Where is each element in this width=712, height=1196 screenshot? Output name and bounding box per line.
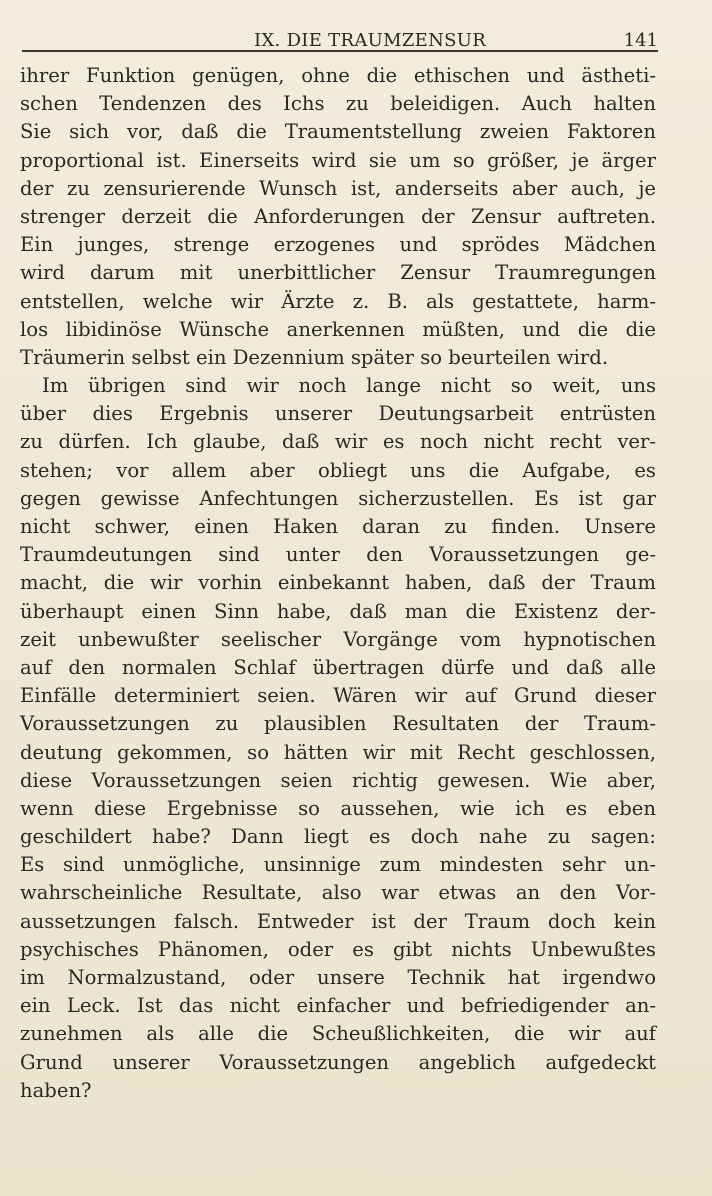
text-line: proportional ist. Einerseits wird sie um so größer, je ärger (20, 148, 656, 172)
text-line: diese Voraussetzungen seien richtig gewesen. Wie aber, (20, 768, 656, 792)
text-line: zu dürfen. Ich glaube, daß wir es noch nicht recht ver- (20, 430, 656, 454)
text-line: zunehmen als alle die Scheußlichkeiten, die wir auf (20, 1022, 656, 1046)
text-line: entstellen, welche wir Ärzte z. B. als gestattete, harm- (20, 289, 656, 313)
header-rule (22, 50, 658, 52)
text-line: macht, die wir vorhin einbekannt haben, daß der Traum (20, 571, 656, 595)
running-head: IX. DIE TRAUMZENSUR (254, 30, 487, 51)
text-line: der zu zensurierende Wunsch ist, anderseits aber auch, je (20, 176, 656, 200)
text-line: wenn diese Ergebnisse so aussehen, wie ich es eben (20, 796, 656, 820)
text-line: ein Leck. Ist das nicht einfacher und befriedigender an- (20, 994, 656, 1018)
text-line: Traumdeutungen sind unter den Voraussetzungen ge- (20, 543, 656, 567)
text-line: Voraussetzungen zu plausiblen Resultaten der Traum- (20, 712, 656, 736)
text-line: Es sind unmögliche, unsinnige zum mindesten sehr un- (20, 853, 656, 877)
text-line: psychisches Phänomen, oder es gibt nichts Unbewußtes (20, 937, 656, 961)
text-line: deutung gekommen, so hätten wir mit Recht geschlossen, (20, 740, 656, 764)
text-line: überhaupt einen Sinn habe, daß man die Existenz der- (20, 599, 656, 623)
text-line: Träumerin selbst ein Dezennium später so beurteilen wird. (20, 345, 609, 369)
text-line: ihrer Funktion genügen, ohne die ethischen und ästheti- (20, 64, 656, 87)
text-line: zeit unbewußter seelischer Vorgänge vom hypnotischen (20, 627, 656, 651)
text-line: schen Tendenzen des Ichs zu beleidigen. Auch halten (20, 92, 656, 116)
text-line: wahrscheinliche Resultate, also war etwas an den Vor- (20, 881, 656, 905)
page-header (22, 26, 658, 56)
text-line: über dies Ergebnis unserer Deutungsarbeit entrüsten (20, 402, 656, 426)
page-number: 141 (623, 30, 658, 51)
text-line: aussetzungen falsch. Entweder ist der Traum doch kein (20, 909, 656, 933)
body-text (20, 62, 656, 1105)
text-line: Ein junges, strenge erzogenes und sprödes Mädchen (20, 233, 656, 257)
text-line: auf den normalen Schlaf übertragen dürfe und daß alle (20, 655, 656, 679)
text-line: wird darum mit unerbittlicher Zensur Traumregungen (20, 261, 656, 285)
text-line: Im übrigen sind wir noch lange nicht so weit, uns (42, 374, 656, 398)
text-line: Grund unserer Voraussetzungen angeblich aufgedeckt (20, 1050, 656, 1074)
text-line: geschildert habe? Dann liegt es doch nahe zu sagen: (20, 825, 656, 849)
text-line: los libidinöse Wünsche anerkennen müßten, und die die (20, 317, 656, 341)
text-line: im Normalzustand, oder unsere Technik hat irgendwo (20, 966, 656, 989)
text-line: Einfälle determiniert seien. Wären wir auf Grund dieser (20, 684, 656, 708)
text-line: Sie sich vor, daß die Traumentstellung zweien Faktoren (20, 120, 656, 144)
text-line: stehen; vor allem aber obliegt uns die Aufgabe, es (20, 458, 656, 482)
text-line: gegen gewisse Anfechtungen sicherzustellen. Es ist gar (20, 486, 656, 510)
text-line: strenger derzeit die Anforderungen der Zensur auftreten. (20, 204, 656, 228)
text-line: haben? (20, 1078, 92, 1102)
text-line: nicht schwer, einen Haken daran zu finden. Unsere (20, 515, 656, 538)
